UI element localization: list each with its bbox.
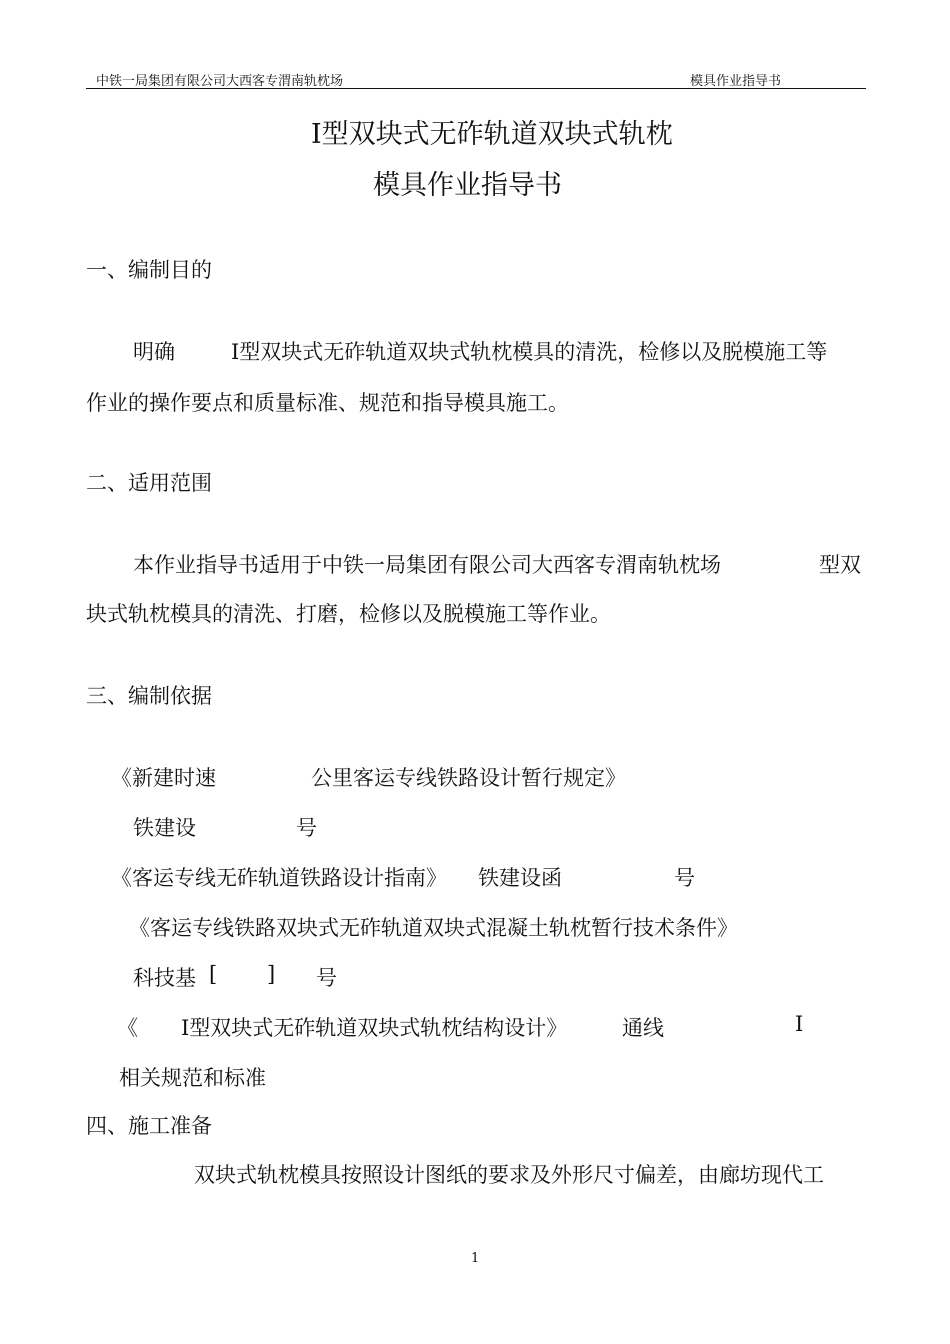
reference-4-open-quote: 《 [117,1016,138,1040]
purpose-paragraph-rest: Ⅰ型双块式无砟轨道双块式轨枕模具的清洗，检修以及脱模施工等 [231,340,828,364]
reference-4-title: Ⅰ型双块式无砟轨道双块式轨枕结构设计》 [181,1016,568,1040]
reference-2-doc-no: 铁建设函 [478,866,562,890]
header-org-name: 中铁一局集团有限公司大西客专渭南轨枕场 [96,74,344,89]
reference-2-doc-suffix: 号 [674,866,695,890]
page-number: 1 [471,1251,480,1266]
reference-2-title: 《客运专线无砟轨道铁路设计指南》 [111,866,447,890]
purpose-paragraph-cont: 作业的操作要点和质量标准、规范和指导模具施工。 [86,391,569,415]
section-heading-scope: 二、适用范围 [86,471,212,495]
scope-paragraph-end: 型双 [819,553,861,577]
reference-1-doc-suffix: 号 [296,816,317,840]
reference-3-bracket-open: [ [209,962,218,986]
reference-4-doc-no: 通线 [622,1016,664,1040]
reference-1-end: 公里客运专线铁路设计暂行规定》 [311,766,626,790]
document-title-line-1: Ⅰ型双块式无砟轨道双块式轨枕 [311,119,673,150]
scope-paragraph-start: 本作业指导书适用于中铁一局集团有限公司大西客专渭南轨枕场 [133,553,721,577]
section-heading-purpose: 一、编制目的 [86,258,212,282]
reference-1-doc-no: 铁建设 [133,816,196,840]
reference-3-bracket-close: ] [267,962,276,986]
header-rule [86,88,866,89]
document-title-line-2: 模具作业指导书 [373,170,562,201]
section-heading-basis: 三、编制依据 [86,684,212,708]
section-heading-preparation: 四、施工准备 [86,1114,212,1138]
preparation-paragraph-start: 双块式轨枕模具按照设计图纸的要求及外形尺寸偏差，由廊坊现代工 [194,1163,824,1187]
scope-paragraph-cont: 块式轨枕模具的清洗、打磨，检修以及脱模施工等作业。 [86,602,611,626]
reference-4-doc-suffix: Ⅰ [795,1012,804,1036]
reference-5-related-standards: 相关规范和标准 [119,1066,266,1090]
purpose-paragraph-start: 明确 [133,340,175,364]
header-doc-name: 模具作业指导书 [690,74,782,89]
reference-3-doc-no: 科技基 [133,966,196,990]
reference-1-start: 《新建时速 [111,766,216,790]
reference-3-doc-suffix: 号 [316,966,337,990]
reference-3-title: 《客运专线铁路双块式无砟轨道双块式混凝土轨枕暂行技术条件》 [129,916,738,940]
